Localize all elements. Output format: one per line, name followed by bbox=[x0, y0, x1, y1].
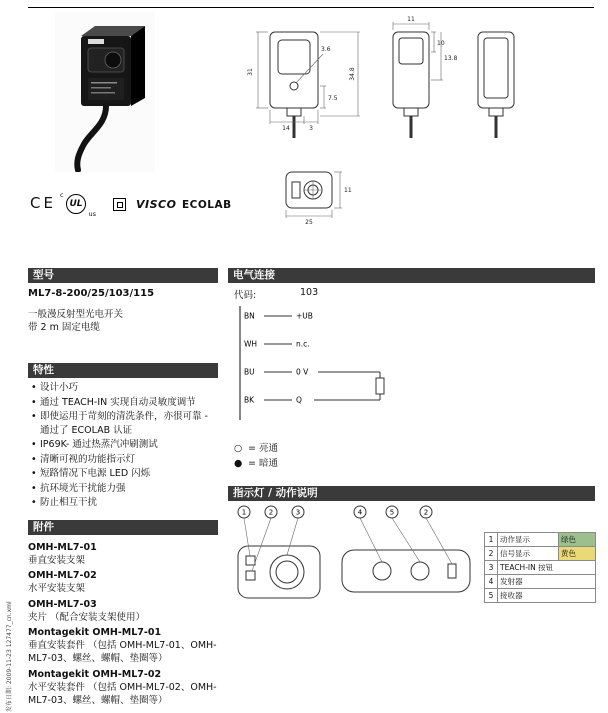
dim-label: 11 bbox=[344, 187, 352, 194]
section-header-accessories: 附件 bbox=[28, 520, 218, 535]
model-description-line: 带 2 m 固定电缆 bbox=[28, 322, 100, 333]
row-label: TEACH-IN 按钮 bbox=[498, 561, 596, 575]
ecolab-logo: ECOLAB bbox=[182, 199, 232, 211]
row-value: 绿色 bbox=[559, 533, 596, 547]
callout-number: 4 bbox=[357, 508, 363, 517]
dim-label: 3 bbox=[309, 125, 313, 132]
accessory-name: OMH-ML7-02 bbox=[28, 570, 97, 581]
row-number: 4 bbox=[485, 575, 498, 589]
ul-us-label: us bbox=[88, 210, 96, 218]
wire-signal: +UB bbox=[296, 311, 313, 321]
wire-abbr: BU bbox=[244, 367, 255, 377]
legend-dark-on bbox=[234, 456, 278, 471]
wiring-diagram bbox=[230, 302, 440, 437]
table-row bbox=[485, 547, 596, 561]
row-label: 动作显示 bbox=[498, 533, 559, 547]
callout-number: 2 bbox=[268, 508, 274, 517]
callout-number: 5 bbox=[389, 508, 395, 517]
model-number: ML7-8-200/25/103/115 bbox=[28, 288, 155, 299]
wire-abbr: BN bbox=[244, 311, 255, 321]
row-label: 发射器 bbox=[498, 575, 596, 589]
accessory-desc: 水平安装套件 （包括 OMH-ML7-02、OMH-ML7-03、螺丝、螺帽、垫圈等） bbox=[28, 681, 217, 706]
row-value: 黄色 bbox=[559, 547, 596, 561]
dim-label: 10 bbox=[437, 40, 445, 47]
visco-logo: VISCO bbox=[136, 198, 177, 211]
feature-item: • 清晰可视的功能指示灯 bbox=[30, 453, 218, 467]
dim-label: 34.8 bbox=[349, 67, 356, 81]
wire-abbr: WH bbox=[244, 339, 258, 349]
row-number: 2 bbox=[485, 547, 498, 561]
sensor-print-line bbox=[91, 92, 115, 94]
sensor-side-face bbox=[131, 26, 145, 106]
feature-item: • IP69K- 通过热蒸汽冲刷测试 bbox=[30, 438, 218, 452]
sensor-print-area bbox=[88, 78, 124, 100]
indicator-drawings bbox=[230, 500, 480, 612]
edition-note: 发布日期: 2009-11-23 127477_cn.xml bbox=[6, 601, 13, 712]
ul-circle: UL bbox=[66, 194, 86, 214]
dim-label: 25 bbox=[305, 219, 313, 226]
section-header-electrical: 电气连接 bbox=[228, 268, 595, 283]
table-row bbox=[485, 589, 596, 603]
accessories-list bbox=[28, 538, 220, 707]
dim-label: 14 bbox=[282, 125, 290, 132]
accessory-name: Montagekit OMH-ML7-02 bbox=[28, 668, 162, 680]
wire-abbr: BK bbox=[244, 395, 255, 405]
section-header-model: 型号 bbox=[28, 268, 218, 283]
ce-mark: CE bbox=[30, 194, 56, 212]
section-header-indicators: 指示灯 / 动作说明 bbox=[228, 486, 595, 501]
accessory-name: Montagekit OMH-ML7-01 bbox=[28, 627, 162, 638]
feature-item: • 即使运用于苛刻的清洗条件，亦很可靠 - 通过了 ECOLAB 认证 bbox=[30, 410, 218, 437]
sensor-print-line bbox=[91, 82, 117, 84]
table-row bbox=[485, 575, 596, 589]
accessory-desc: 夹片 （配合安装支架使用） bbox=[28, 611, 146, 623]
dimension-view-front bbox=[247, 32, 360, 138]
electrical-code-label: 代码: bbox=[234, 290, 257, 301]
ul-c-label: c bbox=[60, 191, 64, 199]
open-circle-icon: ○ bbox=[234, 443, 243, 454]
double-insulation-icon bbox=[113, 198, 126, 211]
accessory-item bbox=[28, 598, 220, 624]
top-rule bbox=[28, 7, 594, 8]
model-description-line: 一般漫反射型光电开关 bbox=[28, 309, 124, 320]
dim-label: 7.5 bbox=[328, 95, 338, 102]
row-label: 信号显示 bbox=[498, 547, 559, 561]
table-row bbox=[485, 533, 596, 547]
callout-number: 2 bbox=[423, 508, 429, 517]
feature-item: • 防止相互干扰 bbox=[30, 496, 218, 510]
sensor-lens bbox=[105, 52, 121, 68]
switching-legend bbox=[234, 441, 278, 471]
model-description bbox=[28, 308, 218, 334]
ul-mark bbox=[60, 191, 96, 218]
row-number: 3 bbox=[485, 561, 498, 575]
filled-circle-icon: ● bbox=[234, 458, 243, 469]
section-header-features: 特性 bbox=[28, 363, 218, 378]
feature-item: • 短路情况下电源 LED 闪烁 bbox=[30, 467, 218, 481]
accessory-item bbox=[28, 569, 220, 595]
accessory-item bbox=[28, 541, 220, 567]
dimension-view-bottom bbox=[286, 172, 352, 226]
dimension-view-side bbox=[393, 16, 458, 138]
dimension-drawings bbox=[228, 10, 598, 262]
legend-light-on bbox=[234, 441, 278, 456]
dim-label: 13.8 bbox=[444, 55, 458, 62]
features-list bbox=[30, 381, 218, 511]
accessory-item bbox=[28, 668, 220, 707]
feature-item: • 抗环境光干扰能力强 bbox=[30, 482, 218, 496]
row-number: 5 bbox=[485, 589, 498, 603]
indicator-front-view bbox=[238, 506, 320, 598]
callout-number: 1 bbox=[241, 508, 247, 517]
accessory-name: OMH-ML7-01 bbox=[28, 541, 97, 553]
row-label: 接收器 bbox=[498, 589, 596, 603]
double-insulation-inner bbox=[117, 202, 123, 208]
callout-number: 3 bbox=[295, 508, 301, 517]
load-resistor-symbol bbox=[314, 372, 384, 400]
wire-signal: Q bbox=[296, 395, 302, 405]
accessory-name: OMH-ML7-03 bbox=[28, 598, 97, 610]
wire-signal: n.c. bbox=[296, 339, 310, 349]
legend-text: = 暗通 bbox=[248, 458, 278, 469]
sensor-label-badge bbox=[88, 39, 104, 44]
electrical-code-value: 103 bbox=[300, 287, 319, 298]
product-photo bbox=[55, 12, 155, 172]
indicator-legend-table bbox=[484, 532, 596, 603]
accessory-desc: 垂直安装套件 （包括 OMH-ML7-01、OMH-ML7-03、螺丝、螺帽、垫圈等） bbox=[28, 640, 217, 664]
dimension-view-rear bbox=[478, 32, 514, 138]
legend-text: = 亮通 bbox=[248, 443, 278, 454]
row-number: 1 bbox=[485, 533, 498, 547]
dim-label: 11 bbox=[407, 16, 415, 23]
wire-signal: 0 V bbox=[296, 367, 309, 377]
indicator-top-view bbox=[342, 506, 470, 592]
sensor-print-line bbox=[91, 87, 111, 89]
accessory-desc: 垂直安装支架 bbox=[28, 554, 86, 566]
dim-label: 3.6 bbox=[321, 46, 331, 53]
feature-item: • 通过 TEACH-IN 实现自动灵敏度调节 bbox=[30, 396, 218, 410]
dim-label: 31 bbox=[247, 68, 254, 76]
accessory-item bbox=[28, 626, 220, 665]
accessory-desc: 水平安装支架 bbox=[28, 583, 86, 594]
table-row bbox=[485, 561, 596, 575]
feature-item: • 设计小巧 bbox=[30, 381, 218, 395]
